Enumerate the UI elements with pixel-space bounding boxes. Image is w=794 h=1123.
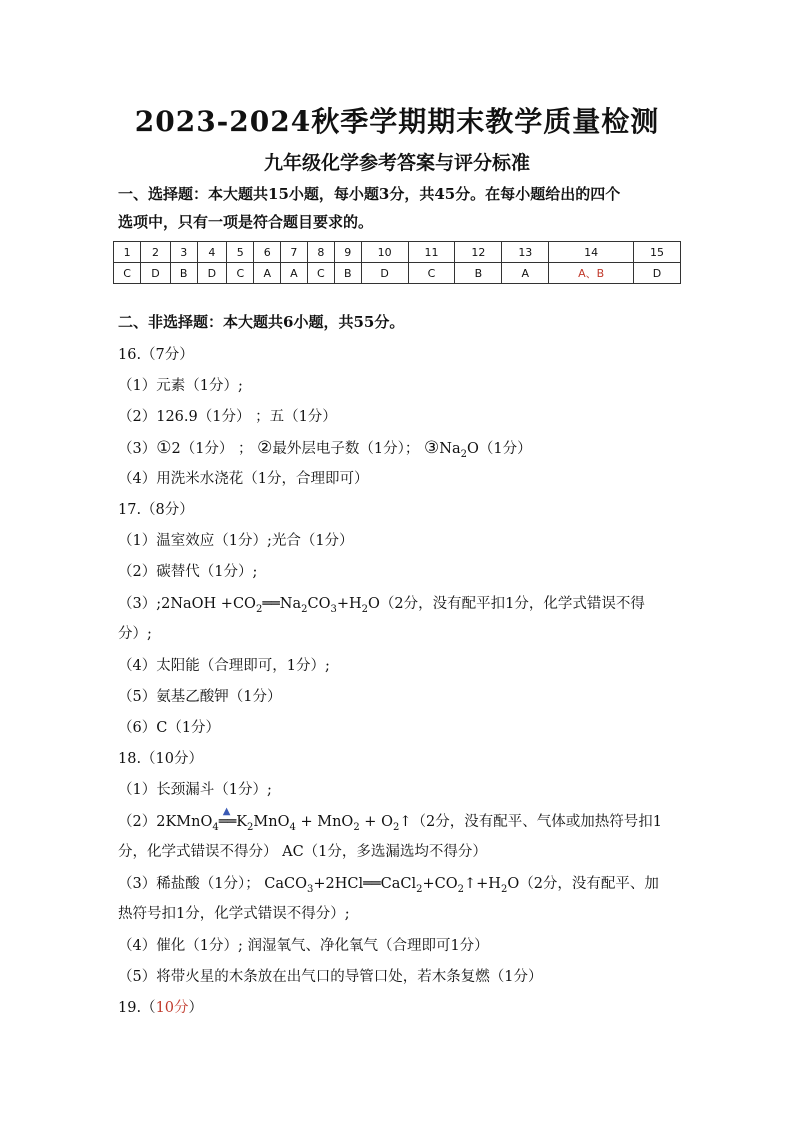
q16-heading: 16.（7分） bbox=[118, 347, 194, 363]
subscript: 2 bbox=[301, 603, 308, 615]
table-cell: C bbox=[227, 263, 254, 284]
q17-answer-3 bbox=[118, 594, 688, 620]
table-cell: 2 bbox=[141, 242, 171, 263]
q18-answer-4: （4）催化（1分）; 润湿氧气、净化氧气（合理即可1分） bbox=[118, 938, 489, 954]
table-cell: D bbox=[197, 263, 227, 284]
table-cell: A bbox=[502, 263, 549, 284]
text-span: + O bbox=[359, 814, 393, 830]
q16-answer-1: （1）元素（1分）; bbox=[118, 378, 243, 394]
text-span: （3） bbox=[118, 441, 157, 457]
text-span: +CO bbox=[422, 876, 458, 892]
table-cell: B bbox=[334, 263, 361, 284]
text-span: ↑（2分，没有配平、气体或加热符号扣1 bbox=[399, 814, 662, 830]
table-cell: 8 bbox=[307, 242, 334, 263]
q16-answer-3 bbox=[118, 438, 688, 465]
table-cell: 4 bbox=[197, 242, 227, 263]
table-cell: A bbox=[281, 263, 308, 284]
subscript: 2 bbox=[247, 821, 254, 833]
text-span: CO bbox=[307, 596, 331, 612]
q16-answer-2: （2）126.9（1分） ；五（1分） bbox=[118, 409, 337, 425]
q17-answer-5: （5）氨基乙酸钾（1分） bbox=[118, 689, 282, 705]
text-span: O（2分，没有配平扣1分，化学式错误不得 bbox=[368, 596, 645, 612]
q18-answer-1: （1）长颈漏斗（1分）; bbox=[118, 782, 272, 798]
q17-answer-1: （1）温室效应（1分）;光合（1分） bbox=[118, 533, 354, 549]
table-cell: D bbox=[633, 263, 680, 284]
q17-answer-4: （4）太阳能（合理即可，1分）; bbox=[118, 658, 330, 674]
section1-heading bbox=[118, 180, 688, 236]
section2-heading: 二、非选择题：本大题共6小题，共55分。 bbox=[118, 313, 405, 331]
table-cell: 9 bbox=[334, 242, 361, 263]
text-span: +2HCl══CaCl bbox=[313, 876, 417, 892]
q18-answer-3-cont: 热符号扣1分，化学式错误不得分）; bbox=[118, 906, 350, 922]
table-cell: 11 bbox=[408, 242, 455, 263]
table-cell: 13 bbox=[502, 242, 549, 263]
table-cell: 14 bbox=[549, 242, 634, 263]
subscript: 4 bbox=[289, 821, 296, 833]
page-title: 2023-2024秋季学期期末教学质量检测 bbox=[134, 105, 660, 138]
question-number-row bbox=[114, 242, 681, 263]
subscript: 2 bbox=[460, 448, 467, 460]
text-span: ══Na bbox=[262, 596, 302, 612]
text-span: + MnO bbox=[295, 814, 354, 830]
subscript: 4 bbox=[212, 821, 219, 833]
table-cell: 7 bbox=[281, 242, 308, 263]
table-cell: C bbox=[307, 263, 334, 284]
text-span: K bbox=[236, 814, 248, 830]
table-cell: B bbox=[455, 263, 502, 284]
circled-3: ③ bbox=[424, 438, 440, 458]
q19-heading bbox=[118, 998, 688, 1018]
q18-answer-2-cont: 分，化学式错误不得分） AC（1分，多选漏选均不得分） bbox=[118, 844, 487, 860]
table-cell: C bbox=[408, 263, 455, 284]
subscript: 3 bbox=[307, 883, 314, 895]
section1-heading-line2: 选项中，只有一项是符合题目要求的。 bbox=[118, 213, 374, 231]
heating-equals bbox=[218, 806, 237, 832]
subscript: 2 bbox=[500, 883, 508, 895]
table-cell: 12 bbox=[455, 242, 502, 263]
subscript: 3 bbox=[330, 603, 337, 615]
subscript: 2 bbox=[416, 883, 423, 895]
table-cell: A bbox=[254, 263, 281, 284]
page-subtitle: 九年级化学参考答案与评分标准 bbox=[263, 152, 530, 174]
table-cell: D bbox=[141, 263, 171, 284]
answer-row bbox=[114, 263, 681, 284]
text-span: ══ bbox=[218, 814, 237, 830]
table-cell: 3 bbox=[170, 242, 197, 263]
q17-heading: 17.（8分） bbox=[118, 502, 194, 518]
circled-2: ② bbox=[257, 438, 273, 458]
subscript: 2 bbox=[361, 603, 369, 615]
q17-answer-3-cont: 分）; bbox=[118, 626, 152, 642]
section1-heading-line1: 一、选择题：本大题共15小题，每小题3分，共45分。在每小题给出的四个 bbox=[118, 185, 621, 203]
q17-answer-6: （6）C（1分） bbox=[118, 720, 221, 736]
q18-heading: 18.（10分） bbox=[118, 751, 204, 767]
subscript: 2 bbox=[255, 603, 263, 615]
q16-answer-4: （4）用洗米水浇花（1分，合理即可） bbox=[118, 471, 369, 487]
table-cell: 1 bbox=[114, 242, 141, 263]
subscript: 2 bbox=[457, 883, 464, 895]
text-span: 19.（ bbox=[118, 1000, 156, 1016]
table-cell: 10 bbox=[361, 242, 408, 263]
text-span: 最外层电子数（1分）； bbox=[272, 441, 424, 457]
text-span: Na bbox=[439, 441, 461, 457]
q17-answer-2: （2）碳替代（1分）; bbox=[118, 564, 258, 580]
subscript: 2 bbox=[392, 821, 400, 833]
text-span: （3）;2NaOH +CO bbox=[118, 596, 256, 612]
text-span: O（1分） bbox=[466, 441, 532, 457]
answer-table bbox=[113, 241, 681, 284]
text-span: O（2分，没有配平、加 bbox=[507, 876, 659, 892]
text-span: ↑+H bbox=[463, 876, 501, 892]
table-cell: B bbox=[170, 263, 197, 284]
text-span: （2）2KMnO bbox=[118, 814, 213, 830]
circled-1: ① bbox=[156, 438, 172, 458]
text-span: （3）稀盐酸（1分）； CaCO bbox=[118, 876, 308, 892]
text-span: +H bbox=[336, 596, 362, 612]
table-cell: 5 bbox=[227, 242, 254, 263]
table-cell: 15 bbox=[633, 242, 680, 263]
subscript: 2 bbox=[353, 821, 360, 833]
table-cell: D bbox=[361, 263, 408, 284]
text-span: 2（1分） ； bbox=[171, 441, 258, 457]
table-cell: 6 bbox=[254, 242, 281, 263]
heating-triangle-icon: ▲ bbox=[222, 806, 231, 817]
table-cell: C bbox=[114, 263, 141, 284]
q18-answer-5: （5）将带火星的木条放在出气口的导管口处，若木条复燃（1分） bbox=[118, 969, 543, 985]
q18-answer-3 bbox=[118, 874, 688, 900]
q18-answer-2 bbox=[118, 806, 688, 838]
text-span: ） bbox=[188, 1000, 204, 1016]
text-span: MnO bbox=[253, 814, 290, 830]
q19-points: 10分 bbox=[155, 1000, 189, 1016]
table-cell: A、B bbox=[549, 263, 634, 284]
